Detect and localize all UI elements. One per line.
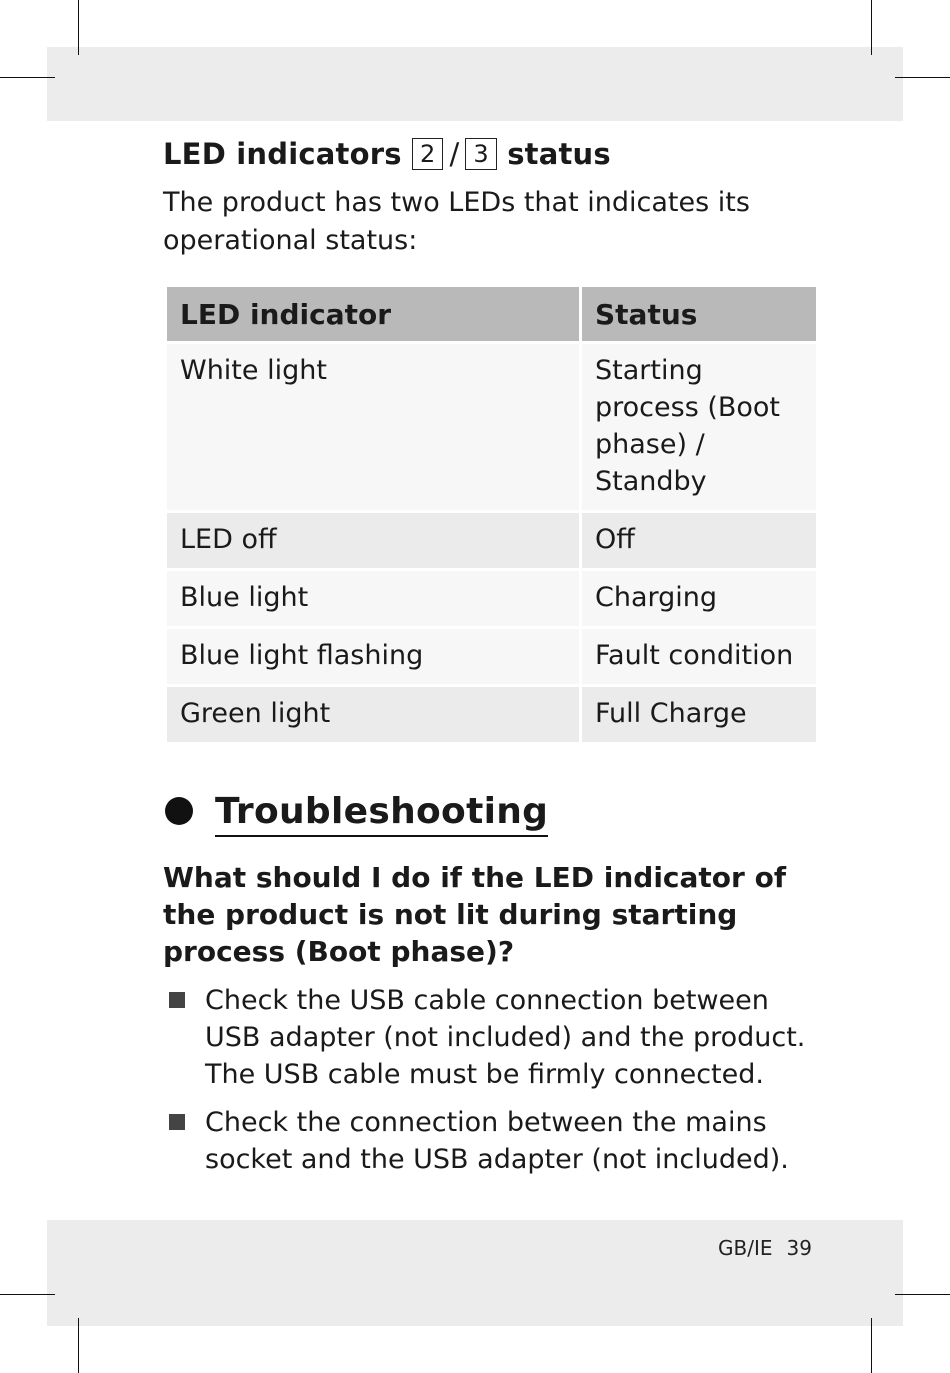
page-number: 39 (786, 1236, 812, 1260)
table-cell-status: Charging (582, 571, 816, 626)
troubleshooting-steps (163, 982, 823, 1189)
crop-mark (78, 0, 79, 55)
locale-label: GB/IE (718, 1236, 773, 1260)
list-item (163, 1104, 823, 1178)
crop-mark (871, 0, 872, 55)
table-row (167, 344, 816, 510)
intro-paragraph: The product has two LEDs that indicates its operational status: (163, 187, 750, 256)
crop-mark (871, 1318, 872, 1373)
list-item (163, 982, 823, 1093)
crop-mark (78, 1318, 79, 1373)
reference-number-box: 2 (412, 138, 443, 170)
table-cell-indicator: White light (167, 344, 579, 510)
table-row (167, 513, 816, 568)
led-status-heading (163, 134, 611, 174)
table-header-row (167, 287, 816, 341)
table-cell-indicator: LED off (167, 513, 579, 568)
page-footer (700, 1236, 812, 1260)
table-cell-status: Fault condition (582, 629, 816, 684)
led-status-table (164, 284, 819, 745)
heading-text: LED indicators (163, 137, 402, 171)
table-cell-indicator: Blue light flashing (167, 629, 579, 684)
troubleshooting-question: What should I do if the LED indicator of the product is not lit during starting process (Boot phase)? (163, 861, 786, 968)
reference-number-box: 3 (465, 138, 496, 170)
table-row (167, 687, 816, 742)
heading-separator: / (449, 137, 460, 171)
crop-mark (895, 77, 950, 78)
table-row (167, 629, 816, 684)
table-cell-status: Off (582, 513, 816, 568)
section-title-text: Troubleshooting (215, 790, 548, 837)
column-header-led-indicator: LED indicator (167, 287, 579, 341)
crop-mark (0, 1294, 55, 1295)
header-band (47, 47, 903, 121)
table-cell-status: Starting process (Boot phase) / Standby (582, 344, 816, 510)
square-bullet-icon (169, 1114, 185, 1130)
crop-mark (0, 77, 55, 78)
square-bullet-icon (169, 992, 185, 1008)
column-header-status: Status (582, 287, 816, 341)
list-item-text: Check the USB cable connection between USB adapter (not included) and the product. The USB cable must be firmly connected. (205, 985, 806, 1090)
crop-mark (895, 1294, 950, 1295)
table-row (167, 571, 816, 626)
table-cell-indicator: Blue light (167, 571, 579, 626)
section-bullet-icon (165, 797, 193, 825)
table-cell-indicator: Green light (167, 687, 579, 742)
list-item-text: Check the connection between the mains socket and the USB adapter (not included). (205, 1107, 789, 1175)
table-cell-status: Full Charge (582, 687, 816, 742)
heading-text: status (507, 137, 611, 171)
